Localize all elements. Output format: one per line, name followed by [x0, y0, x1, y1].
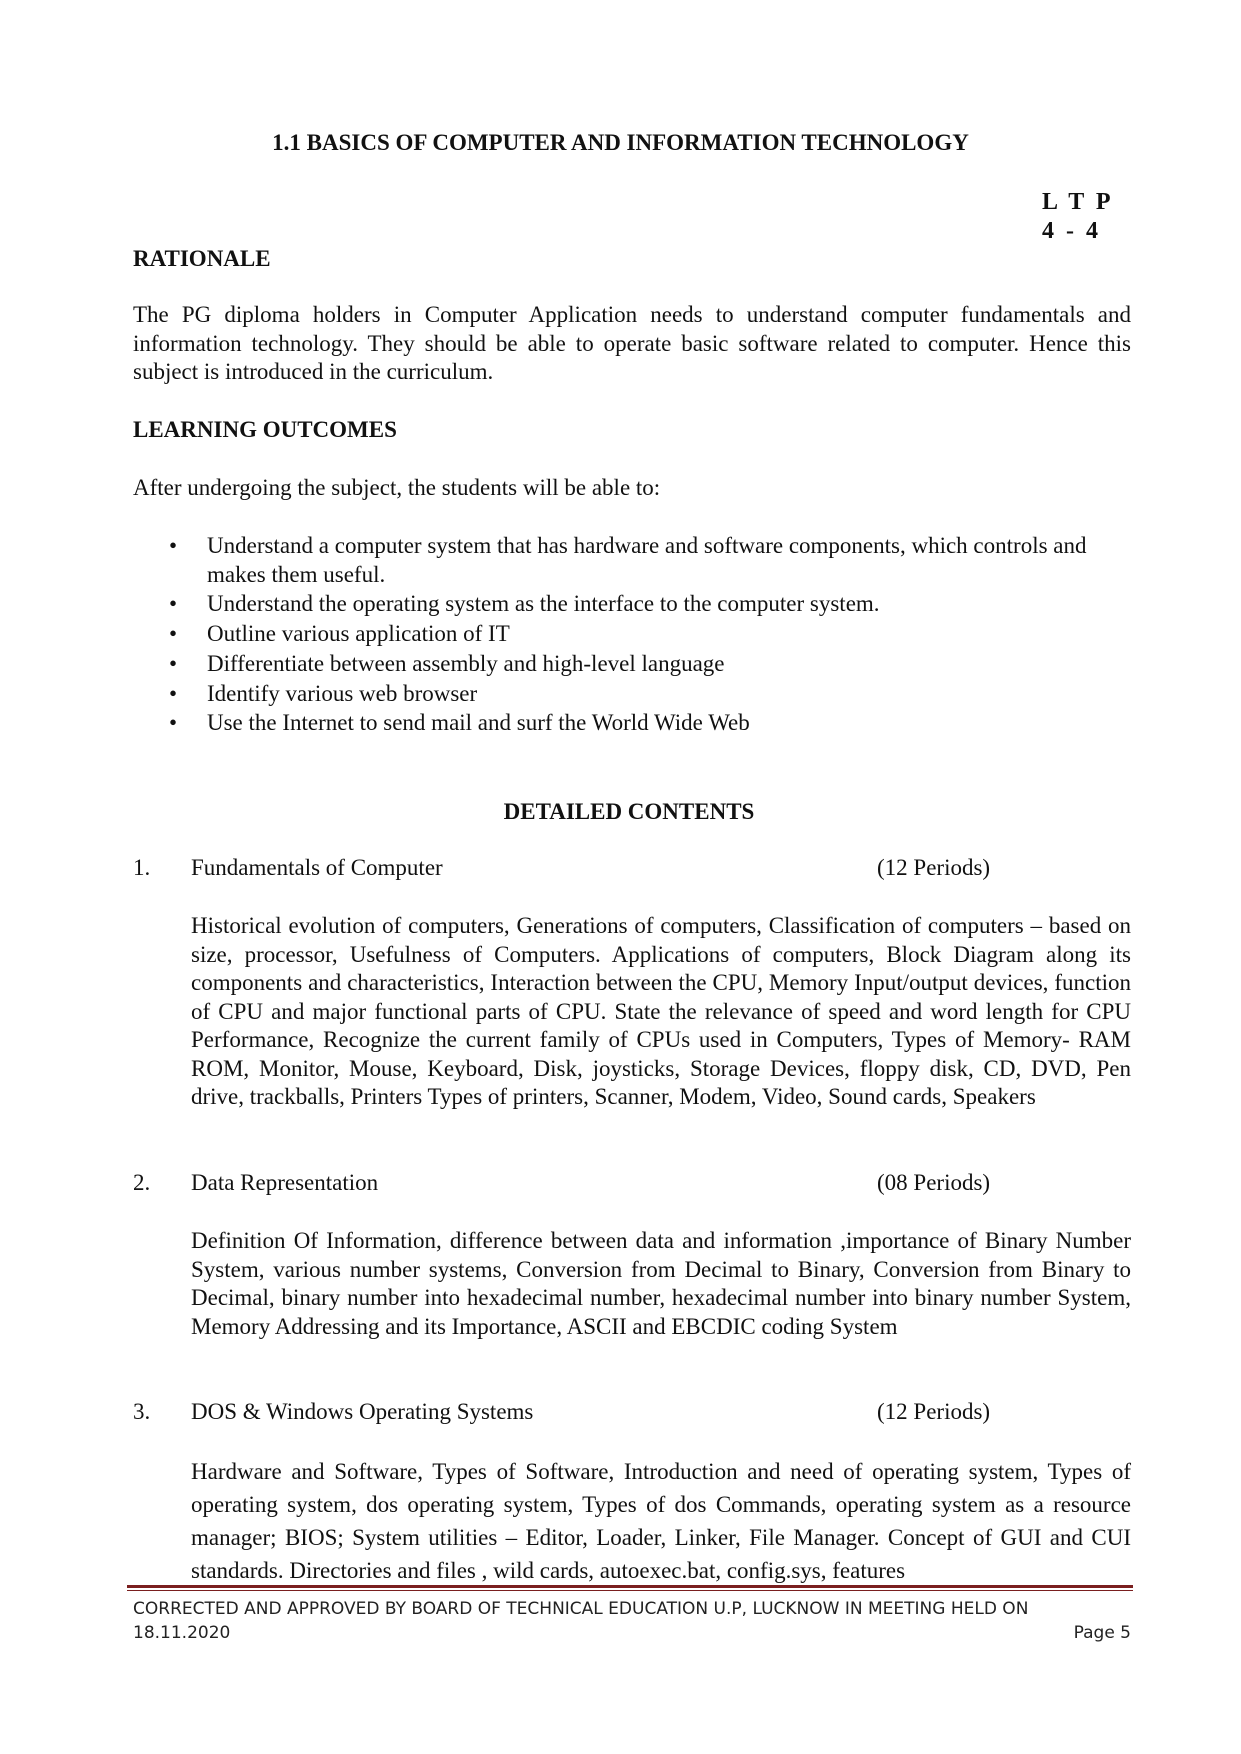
- list-item: • Outline various application of IT: [133, 620, 1131, 649]
- ltp-values: 4 - 4: [1042, 218, 1098, 244]
- list-item: • Identify various web browser: [133, 680, 1131, 709]
- learning-outcomes-heading: LEARNING OUTCOMES: [133, 417, 397, 442]
- section-title: Data Representation: [191, 1170, 379, 1195]
- section-periods: (12 Periods): [877, 1399, 991, 1424]
- section-number: 2.: [133, 1170, 151, 1195]
- learning-outcomes-intro: After undergoing the subject, the students will be able to:: [133, 475, 661, 500]
- section-body: Definition Of Information, difference between data and information ,importance of Binary Number System, various number systems, Conversion from Decimal to Binary, Conversion from Binary to Decimal, binary number into hexadecimal number, hexadecimal number into binary number System, Memory Addressing and its Importance, ASCII and EBCDIC coding System: [191, 1228, 1131, 1339]
- section-number: 1.: [133, 855, 151, 880]
- section-body: Hardware and Software, Types of Software, Introduction and need of operating system, Types of operating system, dos operating system, Types of dos Commands, operating system as a resource manager; BIOS; System utilities – Editor, Loader, Linker, File Manager. Concept of GUI and CUI standards. Directories and files , wild cards, autoexec.bat, config.sys, features: [191, 1459, 1131, 1583]
- rationale-heading: RATIONALE: [133, 246, 271, 271]
- ltp-header: L T P: [1042, 189, 1111, 215]
- footer-text: CORRECTED AND APPROVED BY BOARD OF TECHNICAL EDUCATION U.P, LUCKNOW IN MEETING HELD ON 18.11.2020: [133, 1599, 1029, 1643]
- section-title: DOS & Windows Operating Systems: [191, 1399, 534, 1424]
- learning-outcomes-list: [133, 532, 1131, 739]
- list-item: • Use the Internet to send mail and surf the World Wide Web: [133, 709, 1131, 738]
- footer-divider-thin: [127, 1590, 1133, 1591]
- rationale-text: The PG diploma holders in Computer Application needs to understand computer fundamentals and information technology. They should be able to operate basic software related to computer. Hence this subject is introduced in the curriculum.: [133, 302, 1131, 384]
- page-number: Page 5: [1073, 1623, 1131, 1643]
- footer-divider: [127, 1585, 1133, 1588]
- list-item: • Understand the operating system as the interface to the computer system.: [133, 590, 1131, 619]
- page-footer: [133, 1597, 1131, 1645]
- list-item: • Understand a computer system that has hardware and software components, which controls and makes them useful.: [133, 532, 1131, 589]
- section-periods: (12 Periods): [877, 855, 991, 880]
- section-body: Historical evolution of computers, Generations of computers, Classification of computers – based on size, processor, Usefulness of Computers. Applications of computers, Block Diagram along its components and characteristics, Interaction between the CPU, Memory Input/output devices, function of CPU and major functional parts of CPU. State the relevance of speed and word length for CPU Performance, Recognize the current family of CPUs used in Computers, Types of Memory- RAM ROM, Monitor, Mouse, Keyboard, Disk, joysticks, Storage Devices, floppy disk, CD, DVD, Pen drive, trackballs, Printers Types of printers, Scanner, Modem, Video, Sound cards, Speakers: [191, 913, 1131, 1109]
- section-number: 3.: [133, 1399, 151, 1424]
- detailed-contents-heading: DETAILED CONTENTS: [503, 799, 755, 824]
- list-item: • Differentiate between assembly and high-level language: [133, 650, 1131, 679]
- document-title: 1.1 BASICS OF COMPUTER AND INFORMATION TECHNOLOGY: [272, 130, 969, 155]
- section-periods: (08 Periods): [877, 1170, 991, 1195]
- ltp-block: [1042, 188, 1110, 246]
- section-title: Fundamentals of Computer: [191, 855, 443, 880]
